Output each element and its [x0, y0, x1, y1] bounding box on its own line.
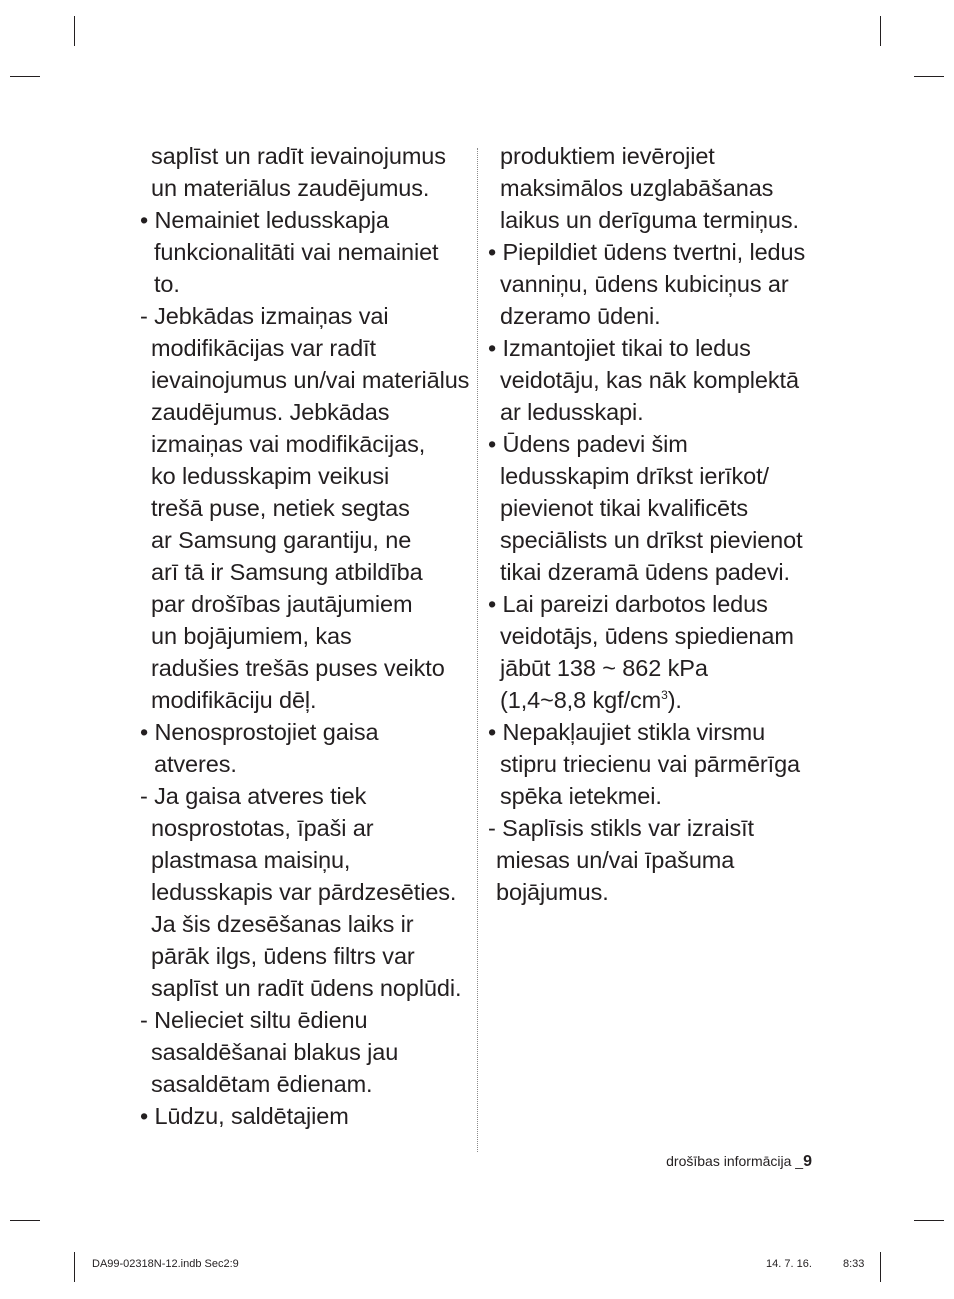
text-line: ledusskapim drīkst ierīkot/ [500, 463, 769, 489]
text-line: sasaldēšanai blakus jau [151, 1039, 399, 1065]
text-line: Ja šis dzesēšanas laiks ir [151, 911, 414, 937]
text-line: veidotājs, ūdens spiedienam [500, 623, 794, 649]
text-line: izmaiņas vai modifikācijas, [151, 431, 426, 457]
right-column-lines-top [488, 140, 828, 684]
text-line: jābūt 138 ~ 862 kPa [500, 655, 708, 681]
text-line: miesas un/vai īpašuma [496, 847, 735, 873]
text-line: laikus un derīguma termiņus. [500, 207, 799, 233]
text-line: trešā puse, netiek segtas [151, 495, 410, 521]
text-line: - Nelieciet siltu ēdienu [140, 1007, 368, 1033]
slug-file: DA99-02318N-12.indb Sec2:9 [92, 1258, 239, 1270]
text-line: • Lūdzu, saldētajiem [140, 1103, 349, 1129]
crop-mark-bottom-left-vertical [74, 1252, 75, 1282]
text-line: sasaldētam ēdienam. [151, 1071, 373, 1097]
text-line: tikai dzeramā ūdens padevi. [500, 559, 790, 585]
text-line: un bojājumiem, kas [151, 623, 352, 649]
text-line: vanniņu, ūdens kubiciņus ar [500, 271, 789, 297]
text-line: • Ūdens padevi šim [488, 431, 688, 457]
text-line: stipru triecienu vai pārmērīga [500, 751, 801, 777]
slug-time: 8:33 [843, 1258, 865, 1270]
text-line: zaudējumus. Jebkādas [151, 399, 390, 425]
text-line: funkcionalitāti vai nemainiet [154, 239, 439, 265]
text-line: radušies trešās puses veikto [151, 655, 445, 681]
text-line: ar ledusskapi. [500, 399, 644, 425]
text-line: ievainojumus un/vai materiālus [151, 367, 470, 393]
footer-section-label: drošības informācija _ [666, 1153, 804, 1169]
text-line: par drošības jautājumiem [151, 591, 413, 617]
column-divider [477, 148, 478, 1152]
slug-date: 14. 7. 16. [766, 1258, 812, 1270]
text-line: to. [154, 271, 180, 297]
text-line: - Saplīsis stikls var izraisīt [488, 815, 754, 841]
text-line: - Ja gaisa atveres tiek [140, 783, 367, 809]
text-line: arī tā ir Samsung atbildība [151, 559, 423, 585]
text-line: • Nenosprostojiet gaisa [140, 719, 379, 745]
pressure-text-end: ). [667, 687, 682, 713]
text-line: • Piepildiet ūdens tvertni, ledus [488, 239, 806, 265]
pressure-line [488, 684, 828, 716]
left-text-column [140, 140, 480, 1132]
crop-mark-bottom-right-horizontal [914, 1220, 944, 1221]
text-line: ledusskapis var pārdzesēties. [151, 879, 457, 905]
text-line: nosprostotas, īpaši ar [151, 815, 374, 841]
text-line: spēka ietekmei. [500, 783, 662, 809]
superscript-3: 3 [661, 688, 668, 703]
text-line: pārāk ilgs, ūdens filtrs var [151, 943, 415, 969]
text-line: bojājumus. [496, 879, 609, 905]
text-line: ar Samsung garantiju, ne [151, 527, 412, 553]
crop-mark-top-left-horizontal [10, 76, 40, 77]
text-line: speciālists un drīkst pievienot [500, 527, 803, 553]
text-line: dzeramo ūdeni. [500, 303, 661, 329]
text-line: un materiālus zaudējumus. [151, 175, 430, 201]
right-text-column [488, 140, 828, 908]
text-line: • Nepakļaujiet stikla virsmu [488, 719, 766, 745]
text-line: ko ledusskapim veikusi [151, 463, 390, 489]
page-number: 9 [803, 1153, 812, 1170]
crop-mark-bottom-left-horizontal [10, 1220, 40, 1221]
crop-mark-top-left-vertical [74, 16, 75, 46]
text-line: • Lai pareizi darbotos ledus [488, 591, 768, 617]
text-line: modifikāciju dēļ. [151, 687, 317, 713]
text-line: saplīst un radīt ūdens noplūdi. [151, 975, 462, 1001]
text-line: produktiem ievērojiet [500, 143, 715, 169]
text-line: atveres. [154, 751, 237, 777]
text-line: pievienot tikai kvalificēts [500, 495, 749, 521]
text-line: veidotāju, kas nāk komplektā [500, 367, 799, 393]
right-column-lines-bottom [488, 716, 828, 908]
text-line: saplīst un radīt ievainojumus [151, 143, 446, 169]
crop-mark-top-right-horizontal [914, 76, 944, 77]
text-line: - Jebkādas izmaiņas vai [140, 303, 389, 329]
text-line: maksimālos uzglabāšanas [500, 175, 774, 201]
crop-mark-top-right-vertical [880, 16, 881, 46]
text-line: modifikācijas var radīt [151, 335, 376, 361]
page-footer [666, 1153, 812, 1171]
text-line: • Izmantojiet tikai to ledus [488, 335, 751, 361]
text-line: plastmasa maisiņu, [151, 847, 351, 873]
crop-mark-bottom-right-vertical [880, 1252, 881, 1282]
pressure-text: (1,4~8,8 kgf/cm [500, 687, 662, 713]
text-line: • Nemainiet ledusskapja [140, 207, 389, 233]
